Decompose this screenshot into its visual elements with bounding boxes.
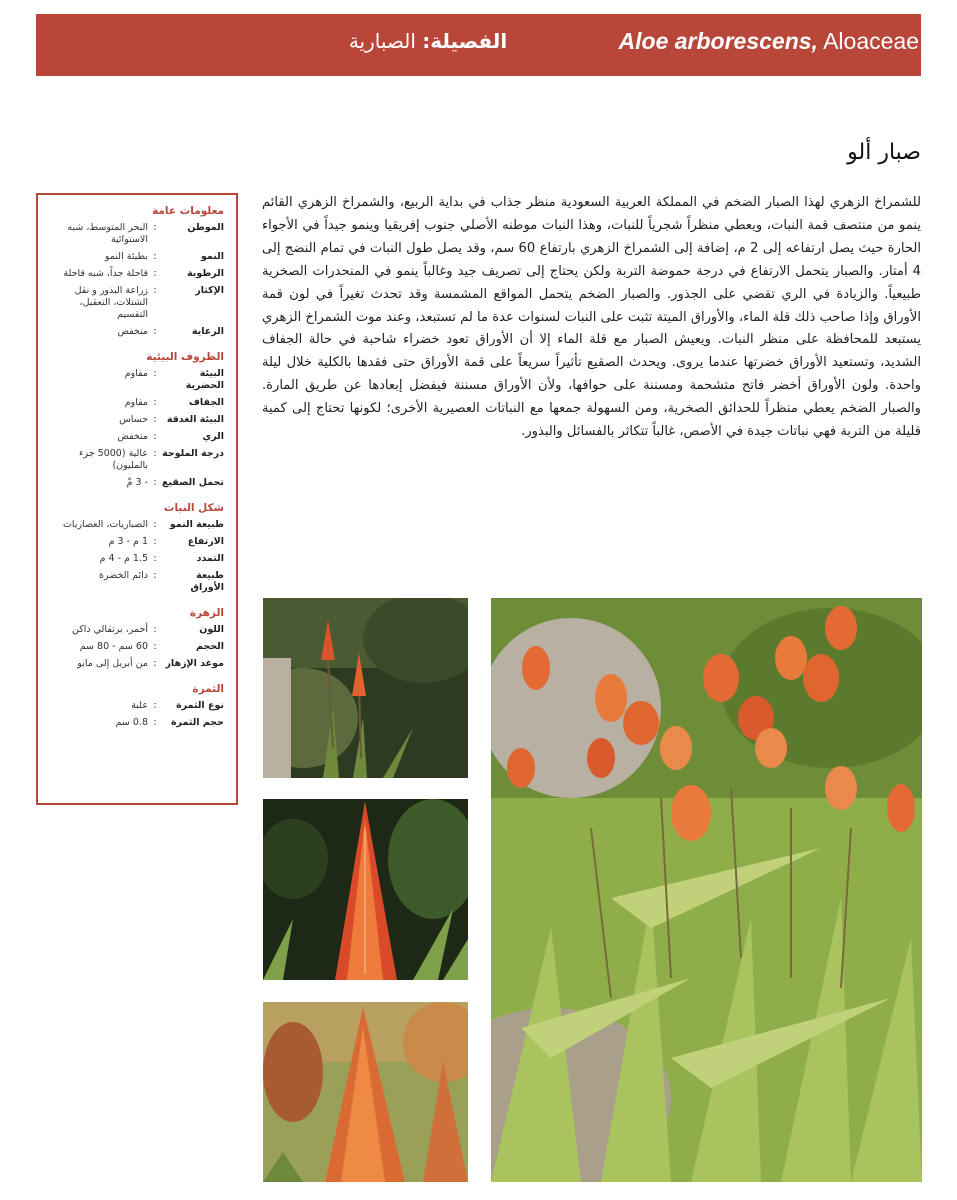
header-latin-name <box>589 28 919 55</box>
row-key: الجفاف <box>188 397 224 408</box>
row-key: الارتفاع <box>187 536 224 547</box>
section-title: الزهرة <box>189 607 224 619</box>
row-key: طبيعة الأوراق <box>190 570 224 593</box>
photo-aloe-flower-closeup <box>263 799 468 980</box>
row-key: طبيعة النمو <box>169 519 224 530</box>
section-flower <box>50 607 224 670</box>
row-value: - 3 مْ <box>126 477 148 488</box>
row-key: الرعاية <box>191 326 224 337</box>
row-value: منخفض <box>117 431 148 442</box>
family-arabic: الصبارية <box>348 29 416 53</box>
info-row: الارتفاع : 1 م - 3 م <box>50 536 224 548</box>
row-value: 60 سم - 80 سم <box>79 641 148 652</box>
info-row: اللون : أحمر، برتقالي داكن <box>50 624 224 636</box>
row-key: النمو <box>200 251 224 262</box>
row-key: التمدد <box>196 553 224 564</box>
row-value: مقاوم <box>124 397 148 408</box>
row-key: الإكثار <box>195 285 224 296</box>
row-key: الحجم <box>196 641 224 652</box>
row-key: حجم الثمرة <box>170 717 224 728</box>
section-environment <box>50 351 224 489</box>
row-key: الري <box>202 431 224 442</box>
info-row: الإكثار : زراعة البذور و نقل الشتلات، التعقيل، التقسيم <box>50 285 224 321</box>
section-title: الثمرة <box>192 683 224 695</box>
section-fruit <box>50 683 224 729</box>
row-key: تحمل الصقيع <box>162 477 224 488</box>
info-row: البيئة الحضرية : مقاوم <box>50 368 224 392</box>
section-title: الظروف البيئية <box>146 351 224 363</box>
info-row: حجم الثمرة : 0.8 سم <box>50 717 224 729</box>
row-value: منخفض <box>117 326 148 337</box>
row-value: دائم الخضرة <box>99 570 148 581</box>
row-value: 1.5 م - 4 م <box>99 553 148 564</box>
family-latin: Aloaceae <box>823 28 919 54</box>
row-value: مقاوم <box>124 368 148 379</box>
photo-aloe-plant <box>491 598 922 1182</box>
section-title: شكل النبات <box>163 502 224 514</box>
section-title: معلومات عامة <box>152 205 224 217</box>
row-value: 0.8 سم <box>115 717 148 728</box>
info-row: التمدد : 1.5 م - 4 م <box>50 553 224 565</box>
row-value: من أبريل إلى مايو <box>77 658 148 669</box>
row-key: موعد الإزهار <box>165 658 224 669</box>
row-value: زراعة البذور و نقل الشتلات، التعقيل، التقسيم <box>74 285 148 320</box>
info-row: الموطن : البحر المتوسط، شبه الاستوائية <box>50 222 224 246</box>
info-row: تحمل الصقيع : - 3 مْ <box>50 477 224 489</box>
row-value: 1 م - 3 م <box>108 536 148 547</box>
row-key: البيئة الحضرية <box>185 368 224 391</box>
info-box <box>36 193 238 805</box>
info-row: درجة الملوحة : عالية (5000 جزء بالمليون) <box>50 448 224 472</box>
info-row: الحجم : 60 سم - 80 سم <box>50 641 224 653</box>
row-value: عالية (5000 جزء بالمليون) <box>79 448 148 471</box>
row-value: البحر المتوسط، شبه الاستوائية <box>67 222 148 245</box>
section-general <box>50 205 224 338</box>
row-key: الموطن <box>187 222 224 233</box>
page-title: صبار ألو <box>847 140 921 165</box>
info-row: طبيعة النمو : الصباريات، العصاريات <box>50 519 224 531</box>
row-value: قاحلة جداً، شبه قاحلة <box>63 268 148 279</box>
row-key: البيئة الغدقة <box>166 414 224 425</box>
body-paragraph: للشمراخ الزهري لهذا الصبار الضخم في المملكة العربية السعودية منظر جذاب في بداية الربيع، والشمراخ الزهري القائم ينمو من منتصف قمة النبات، ويعطي منظراً شجرياً للنبات، وهذا النبات موطنه الأصلي جنوب إفريقيا وينمو جيداً في الأجواء الحارة حيث يصل ارتفاعه إلى 2 م، إضافة إلى الشمراخ الزهري بارتفاع 60 سم، وقد يصل طول النبات في تمام النضج إلى 4 أمتار. والصبار يتحمل الارتفاع في درجة حموضة التربة ولكن يحتاج إلى تصريف جيد وغالباً ينمو في المنحدرات الصخرية طبيعياً. والزيادة في الري تقضي على الجذور. والصبار الضخم يتحمل المواقع المشمسة وقد تحدث تغيراً في لون قمة الأوراق وإذا صاحب ذلك قلة الماء، والأوراق الميتة تثبت على النبات لسنوات عدة ما لم تستبعد، وعند موت الشمراخ الزهري يستبعد للمحافظة على منظر النبات. ويعيش الصبار مع قلة الماء إلا أن الأوراق تعود خضراء شاحبة في حالة الجفاف الشديد، وتستعيد الأوراق خضرتها عندما يروى. ويحدث الصقيع تأثيراً سريعاً على قمة الأوراق حتى فقدها بالكلية خلال ليلة واحدة. ولون الأوراق أخضر فاتح متشحمة ومسننة على حوافها، ولأن الأوراق مسننة فيفضل إبعادها عن طريق المارة. والصبار الضخم يعطي منظراً للحدائق الصخرية، ومن السهولة جمعها مع النباتات العصيرية الأخرى؛ لكونها تحتاج إلى كمية قليلة من التربة فهي نباتات جيدة في الأصص، غالباً تتكاثر بالفسائل والبذور. <box>262 195 921 440</box>
info-row: الرعاية : منخفض <box>50 326 224 338</box>
info-row: طبيعة الأوراق : دائم الخضرة <box>50 570 224 594</box>
family-label: الفصيلة: <box>422 29 508 53</box>
info-row: نوع الثمرة : علبة <box>50 700 224 712</box>
info-row: البيئة الغدقة : حساس <box>50 414 224 426</box>
row-value: علبة <box>131 700 148 711</box>
row-key: درجة الملوحة <box>162 448 224 459</box>
photo-aloe-spikes <box>263 598 468 778</box>
info-row: موعد الإزهار : من أبريل إلى مايو <box>50 658 224 670</box>
row-value: بطيئة النمو <box>104 251 148 262</box>
info-row: الرطوبة : قاحلة جداً، شبه قاحلة <box>50 268 224 280</box>
header-banner <box>36 14 921 76</box>
scientific-name: Aloe arborescens, <box>618 28 818 54</box>
photo-aloe-flower-cluster <box>263 1002 468 1182</box>
row-key: الرطوبة <box>187 268 224 279</box>
row-value: الصباريات، العصاريات <box>62 519 148 530</box>
section-plant-form <box>50 502 224 594</box>
info-row: الري : منخفض <box>50 431 224 443</box>
row-key: نوع الثمرة <box>176 700 224 711</box>
info-row: النمو : بطيئة النمو <box>50 251 224 263</box>
header-arabic-family <box>268 29 588 53</box>
row-key: اللون <box>199 624 224 635</box>
info-row: الجفاف : مقاوم <box>50 397 224 409</box>
row-value: أحمر، برتقالي داكن <box>71 624 148 635</box>
row-value: حساس <box>119 414 148 425</box>
